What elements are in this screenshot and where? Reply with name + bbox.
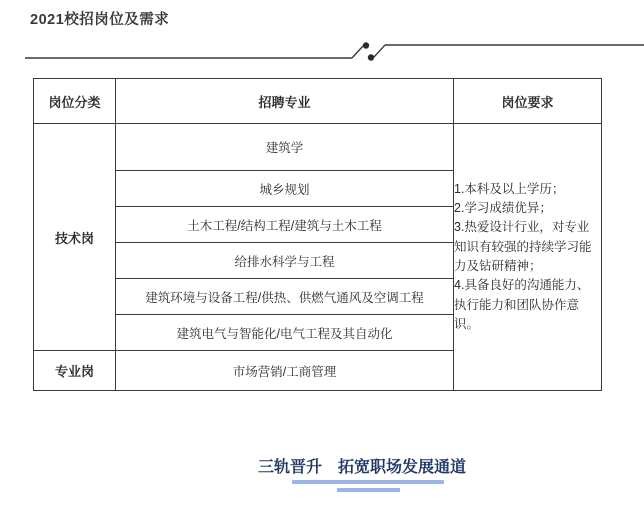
footer-tagline: 三轨晋升 拓宽职场发展通道 <box>257 459 467 476</box>
requirement-item: 1.本科及以上学历； <box>454 181 565 196</box>
header-position-category: 岗位分类 <box>34 79 116 124</box>
major-cell: 土木工程/结构工程/建筑与土木工程 <box>116 207 454 243</box>
major-cell: 给排水科学与工程 <box>116 243 454 279</box>
major-cell: 城乡规划 <box>116 171 454 207</box>
page-title: 2021校招岗位及需求 <box>30 12 170 28</box>
requirement-item: 3.热爱设计行业，对专业知识有较强的持续学习能力及钻研精神； <box>454 220 592 273</box>
table-header-row <box>34 79 602 124</box>
category-cell-professional: 专业岗 <box>34 351 116 391</box>
category-cell-technical: 技术岗 <box>34 124 116 351</box>
major-cell: 建筑环境与设备工程/供热、供燃气通风及空调工程 <box>116 279 454 315</box>
decorative-divider-line <box>0 0 644 70</box>
requirement-item: 4.具备良好的沟通能力、执行能力和团队协作意识。 <box>454 278 590 332</box>
recruitment-table <box>33 78 602 391</box>
header-position-requirements: 岗位要求 <box>454 79 602 124</box>
tagline-underline-bar-long <box>292 480 444 484</box>
tagline-underline-bar-short <box>337 488 400 492</box>
major-cell: 市场营销/工商管理 <box>116 351 454 391</box>
requirement-item: 2.学习成绩优异； <box>454 200 552 215</box>
requirements-cell <box>454 124 602 391</box>
header-recruitment-major: 招聘专业 <box>116 79 454 124</box>
major-cell: 建筑学 <box>116 124 454 171</box>
table-row <box>34 124 602 171</box>
major-cell: 建筑电气与智能化/电气工程及其自动化 <box>116 315 454 351</box>
